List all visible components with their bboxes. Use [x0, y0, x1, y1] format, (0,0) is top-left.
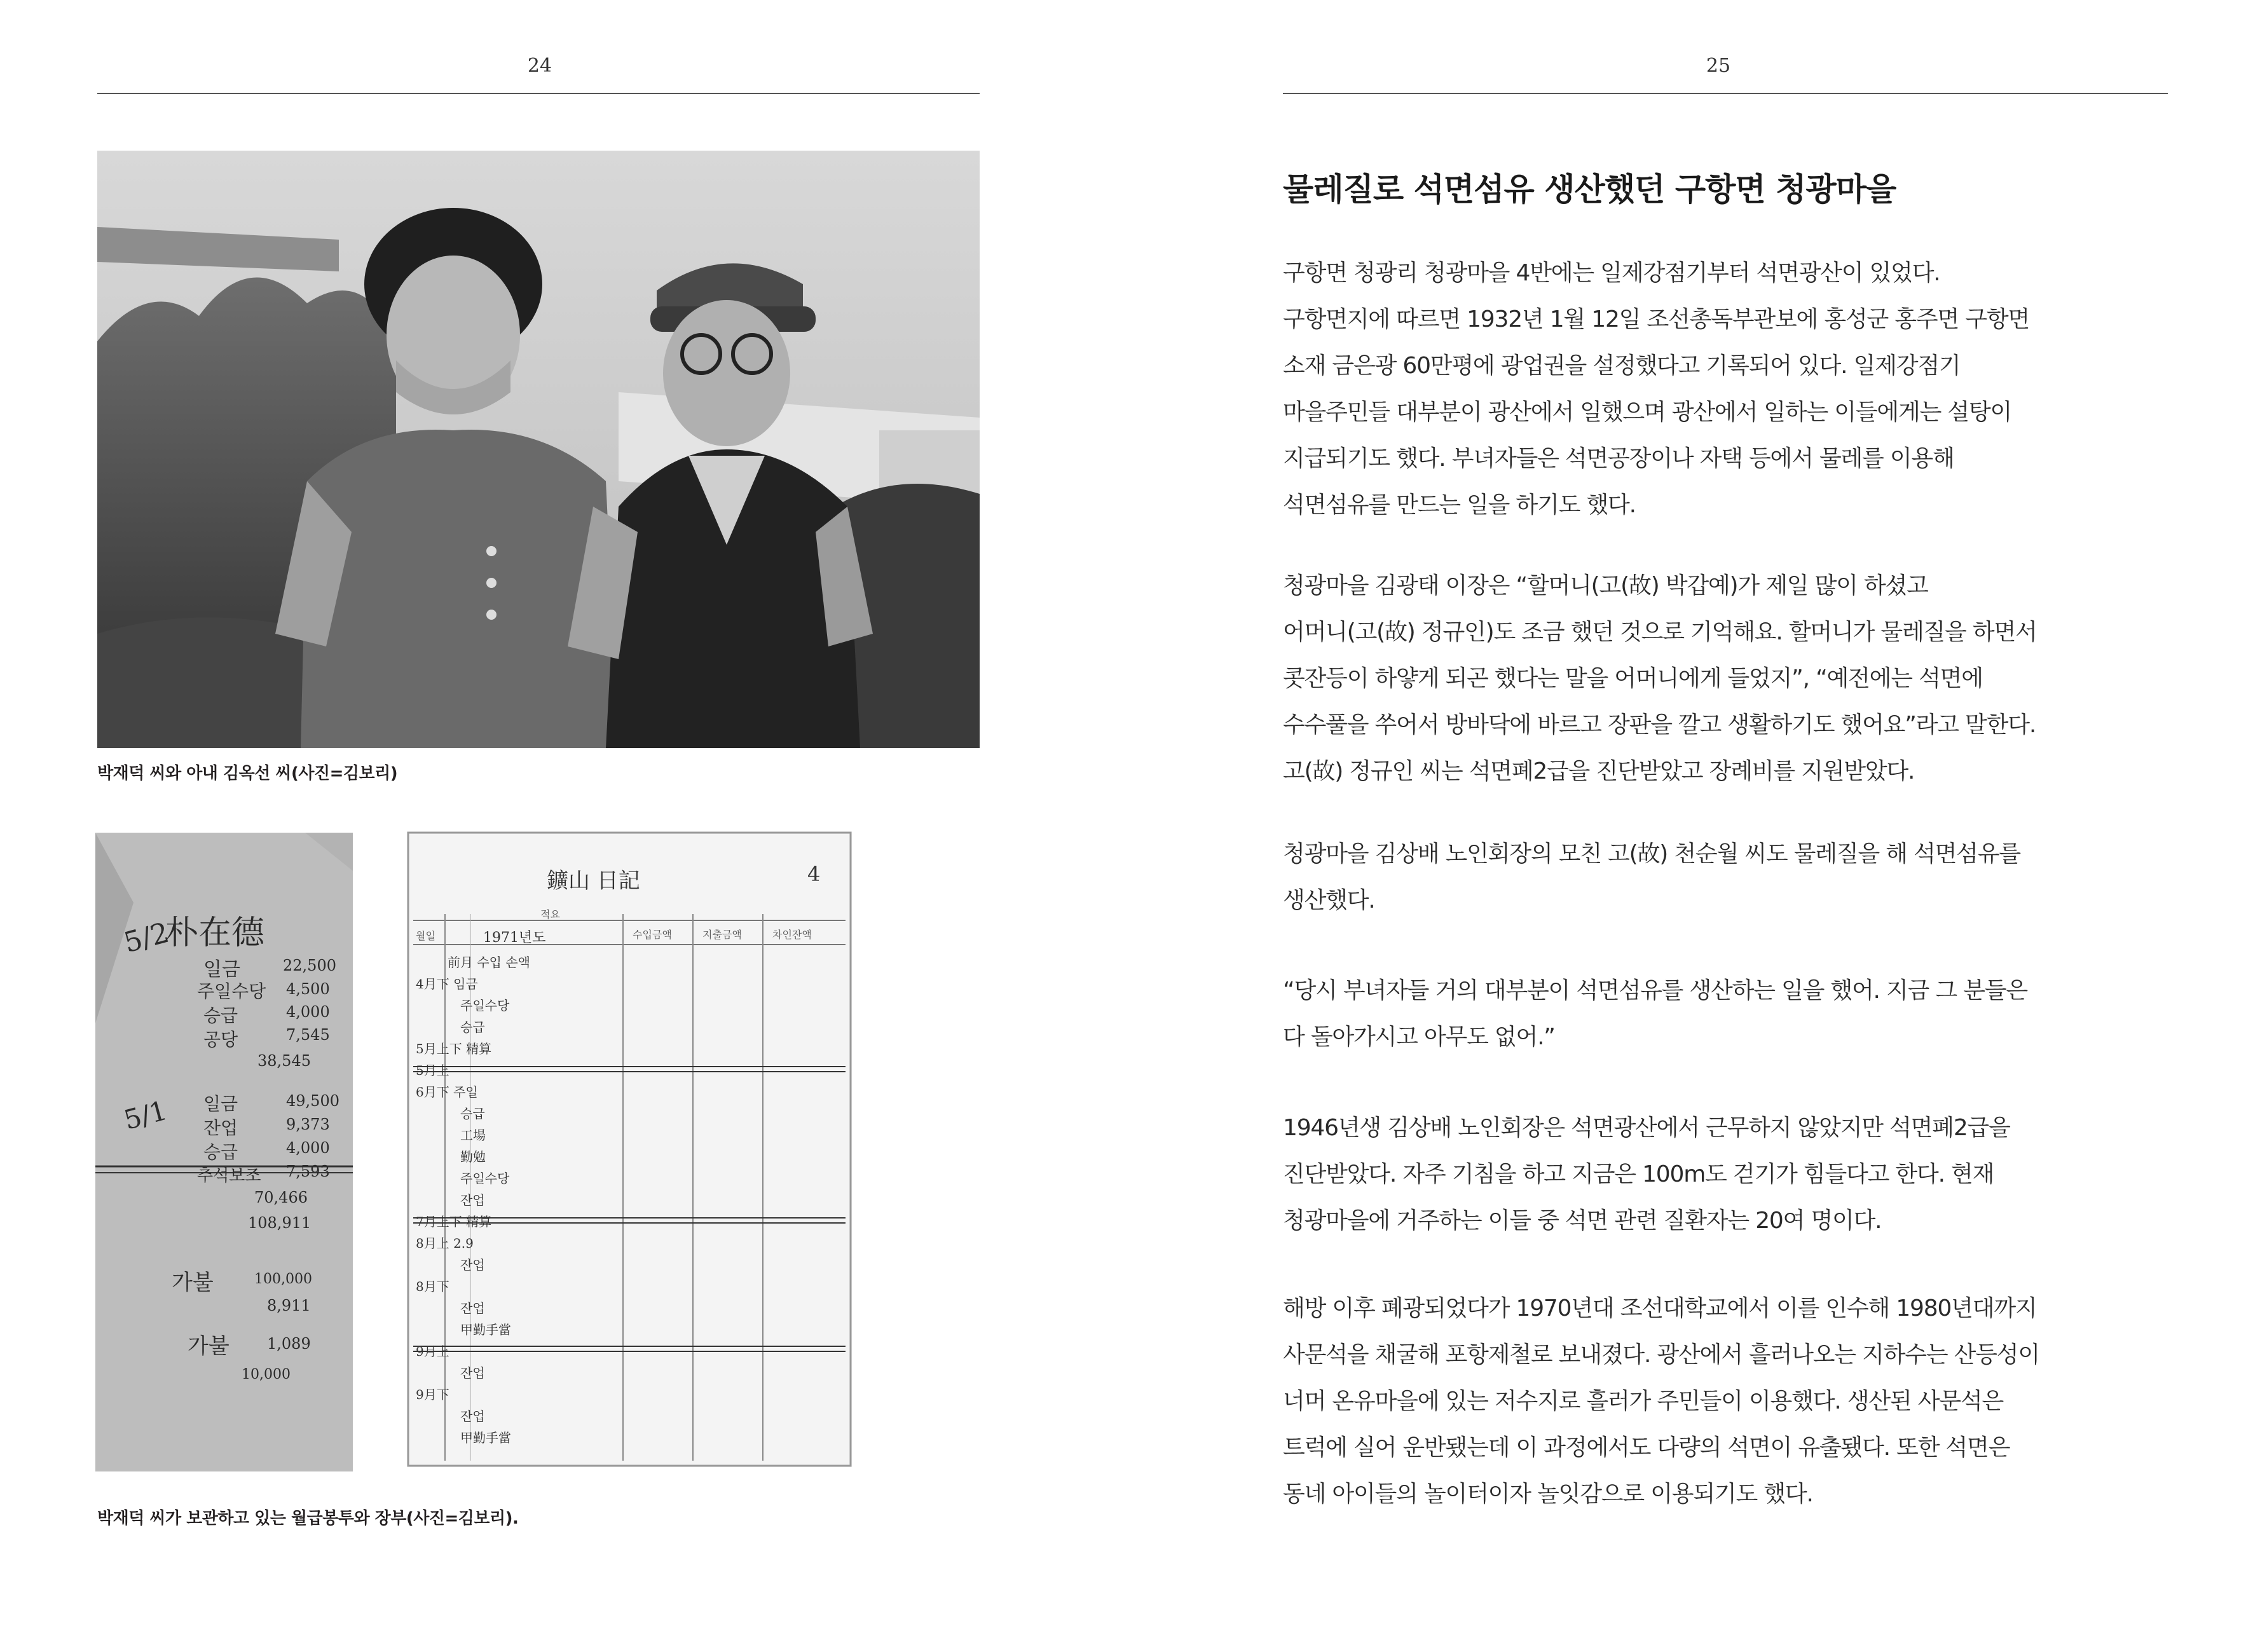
- paragraph-3: [1283, 831, 2167, 924]
- ledger-row: 9月下: [416, 1387, 449, 1402]
- text-line: 1946년생 김상배 노인회장은 석면광산에서 근무하지 않았지만 석면폐2급을: [1283, 1115, 2010, 1141]
- envelope-text: 일금: [203, 959, 240, 981]
- envelope-text: 일금: [203, 1093, 238, 1114]
- page-number-right: 25: [1706, 55, 1731, 77]
- ledger-column-header: 적요: [540, 908, 560, 920]
- ledger-row: 잔업: [460, 1300, 485, 1316]
- envelope-text: 9,373: [286, 1116, 330, 1133]
- text-line: 다 돌아가시고 아무도 없어.”: [1283, 1024, 1555, 1050]
- page-number-left: 24: [527, 55, 552, 77]
- envelope-text: 승급: [203, 1005, 238, 1026]
- ledger-rows: [416, 952, 626, 1449]
- envelope-text: 朴在德: [165, 914, 265, 952]
- ledger-row: 甲勤手當: [460, 1322, 511, 1337]
- ledger-year: 1971년도: [483, 930, 546, 946]
- ledger-row: 승급: [460, 1020, 485, 1035]
- envelope-text: 4,000: [286, 1139, 330, 1157]
- envelope-text: 추석보조: [197, 1166, 261, 1185]
- text-line: 마을주민들 대부분이 광산에서 일했으며 광산에서 일하는 이들에게는 설탕이: [1283, 399, 2012, 425]
- pay-envelope-photo: [95, 833, 353, 1471]
- envelope-text: 5/1: [120, 1095, 170, 1136]
- envelope-text: 가불: [188, 1334, 229, 1359]
- documents-photo-caption: 박재덕 씨가 보관하고 있는 월급봉투와 장부(사진=김보리).: [97, 1509, 519, 1528]
- text-line: 청광마을 김광태 이장은 “할머니(고(故) 박갑예)가 제일 많이 하셨고: [1283, 573, 1928, 599]
- envelope-text: 7,593: [286, 1163, 330, 1180]
- ledger-row: 잔업: [460, 1192, 485, 1208]
- ledger-row: 8月下: [416, 1279, 449, 1294]
- paragraph-2: [1283, 563, 2167, 795]
- ledger-row: 6月下 주일: [416, 1084, 478, 1100]
- text-line: “당시 부녀자들 거의 대부분이 석면섬유를 생산하는 일을 했어. 지금 그 분들은: [1283, 978, 2027, 1004]
- envelope-text: 가불: [172, 1270, 214, 1295]
- text-line: 고(故) 정규인 씨는 석면폐2급을 진단받았고 장례비를 지원받았다.: [1283, 758, 1915, 784]
- text-line: 생산했다.: [1283, 887, 1375, 913]
- ledger-column-header: 월일: [416, 930, 435, 942]
- text-line: 청광마을 김상배 노인회장의 모친 고(故) 천순월 씨도 물레질을 해 석면섬유를: [1283, 841, 2020, 867]
- text-line: 석면섬유를 만드는 일을 하기도 했다.: [1283, 492, 1636, 518]
- text-line: 진단받았다. 자주 기침을 하고 지금은 100m도 걷기가 힘들다고 한다. 현재: [1283, 1161, 1994, 1187]
- text-line: 수수풀을 쑤어서 방바닥에 바르고 장판을 깔고 생활하기도 했어요”라고 말한다.: [1283, 712, 2036, 738]
- couple-photo: [97, 151, 980, 748]
- ledger-row: 8月上 2.9: [416, 1236, 474, 1251]
- envelope-text: 5/2: [120, 916, 173, 960]
- ledger-row: 주일수당: [460, 1171, 510, 1186]
- envelope-text: 4,000: [286, 1003, 330, 1021]
- ledger-row: 잔업: [460, 1409, 485, 1424]
- ledger-row: 7月上下 精算: [416, 1214, 492, 1229]
- text-line: 트럭에 실어 운반됐는데 이 과정에서도 다량의 석면이 유출됐다. 또한 석면은: [1283, 1435, 2010, 1461]
- envelope-text: 1,089: [267, 1335, 311, 1353]
- text-line: 지급되기도 했다. 부녀자들은 석면공장이나 자택 등에서 물레를 이용해: [1283, 446, 1954, 472]
- ledger-header: 鑛山 日記: [547, 868, 640, 894]
- ledger-row: 주일수당: [460, 998, 510, 1013]
- ledger-row: 승급: [460, 1106, 485, 1121]
- ledger-photo: [407, 831, 852, 1467]
- ledger-row: 工場: [460, 1128, 486, 1143]
- envelope-text: 100,000: [254, 1271, 312, 1287]
- ledger-row: 9月上: [416, 1344, 449, 1359]
- paragraph-5: [1283, 1105, 2167, 1244]
- ledger-column-header: 지출금액: [702, 929, 742, 941]
- text-line: 동네 아이들의 놀이터이자 놀잇감으로 이용되기도 했다.: [1283, 1481, 1813, 1507]
- header-rule-left: [97, 93, 980, 94]
- paragraph-1: [1283, 250, 2167, 528]
- text-line: 해방 이후 폐광되었다가 1970년대 조선대학교에서 이를 인수해 1980년대까지: [1283, 1295, 2037, 1321]
- ledger-row: 4月下 임금: [416, 976, 478, 992]
- envelope-handwriting: [95, 833, 353, 1471]
- ledger-row: 5月上下 精算: [416, 1041, 492, 1056]
- ledger-row: 前月 수입 손액: [448, 955, 530, 970]
- paragraph-4: [1283, 967, 2167, 1060]
- ledger-column-header: 차인잔액: [772, 929, 812, 941]
- envelope-text: 38,545: [257, 1052, 311, 1070]
- text-line: 너머 온유마을에 있는 저수지로 흘러가 주민들이 이용했다. 생산된 사문석은: [1283, 1388, 2004, 1414]
- envelope-text: 공당: [203, 1029, 238, 1050]
- text-line: 사문석을 채굴해 포항제철로 보내졌다. 광산에서 흘러나오는 지하수는 산등성이: [1283, 1342, 2039, 1368]
- ledger-row: 甲勤手當: [460, 1430, 511, 1445]
- envelope-text: 주일수당: [197, 981, 266, 1002]
- ledger-column-header: 수입금액: [633, 929, 672, 941]
- text-line: 어머니(고(故) 정규인)도 조금 했던 것으로 기억해요. 할머니가 물레질을 하면서: [1283, 619, 2037, 645]
- ledger-row: 잔업: [460, 1365, 485, 1381]
- ledger-row: 잔업: [460, 1257, 485, 1273]
- envelope-text: 4,500: [286, 980, 330, 998]
- envelope-text: 잔업: [203, 1117, 238, 1138]
- text-line: 구항면지에 따르면 1932년 1월 12일 조선총독부관보에 홍성군 홍주면 구항면: [1283, 306, 2030, 332]
- text-line: 소재 금은광 60만평에 광업권을 설정했다고 기록되어 있다. 일제강점기: [1283, 353, 1961, 379]
- header-rule-right: [1283, 93, 2168, 94]
- paragraph-6: [1283, 1285, 2167, 1517]
- envelope-text: 7,545: [286, 1026, 330, 1044]
- text-line: 콧잔등이 하얗게 되곤 했다는 말을 어머니에게 들었지”, “예전에는 석면에: [1283, 666, 1983, 692]
- envelope-text: 49,500: [286, 1092, 339, 1110]
- text-line: 구항면 청광리 청광마을 4반에는 일제강점기부터 석면광산이 있었다.: [1283, 260, 1940, 286]
- envelope-text: 22,500: [283, 957, 336, 974]
- couple-photo-caption: 박재덕 씨와 아내 김옥선 씨(사진=김보리): [97, 764, 398, 783]
- ledger-row: 5月上: [416, 1063, 449, 1078]
- envelope-text: 70,466: [254, 1189, 308, 1206]
- text-line: 청광마을에 거주하는 이들 중 석면 관련 질환자는 20여 명이다.: [1283, 1208, 1882, 1234]
- envelope-text: 108,911: [248, 1214, 312, 1232]
- ledger-page-mark: 4: [807, 862, 821, 886]
- ledger-row: 勤勉: [460, 1149, 486, 1164]
- article-heading: 물레질로 석면섬유 생산했던 구항면 청광마을: [1283, 171, 1896, 208]
- envelope-text: 8,911: [267, 1297, 311, 1314]
- envelope-text: 10,000: [242, 1367, 291, 1382]
- envelope-text: 승급: [203, 1142, 238, 1163]
